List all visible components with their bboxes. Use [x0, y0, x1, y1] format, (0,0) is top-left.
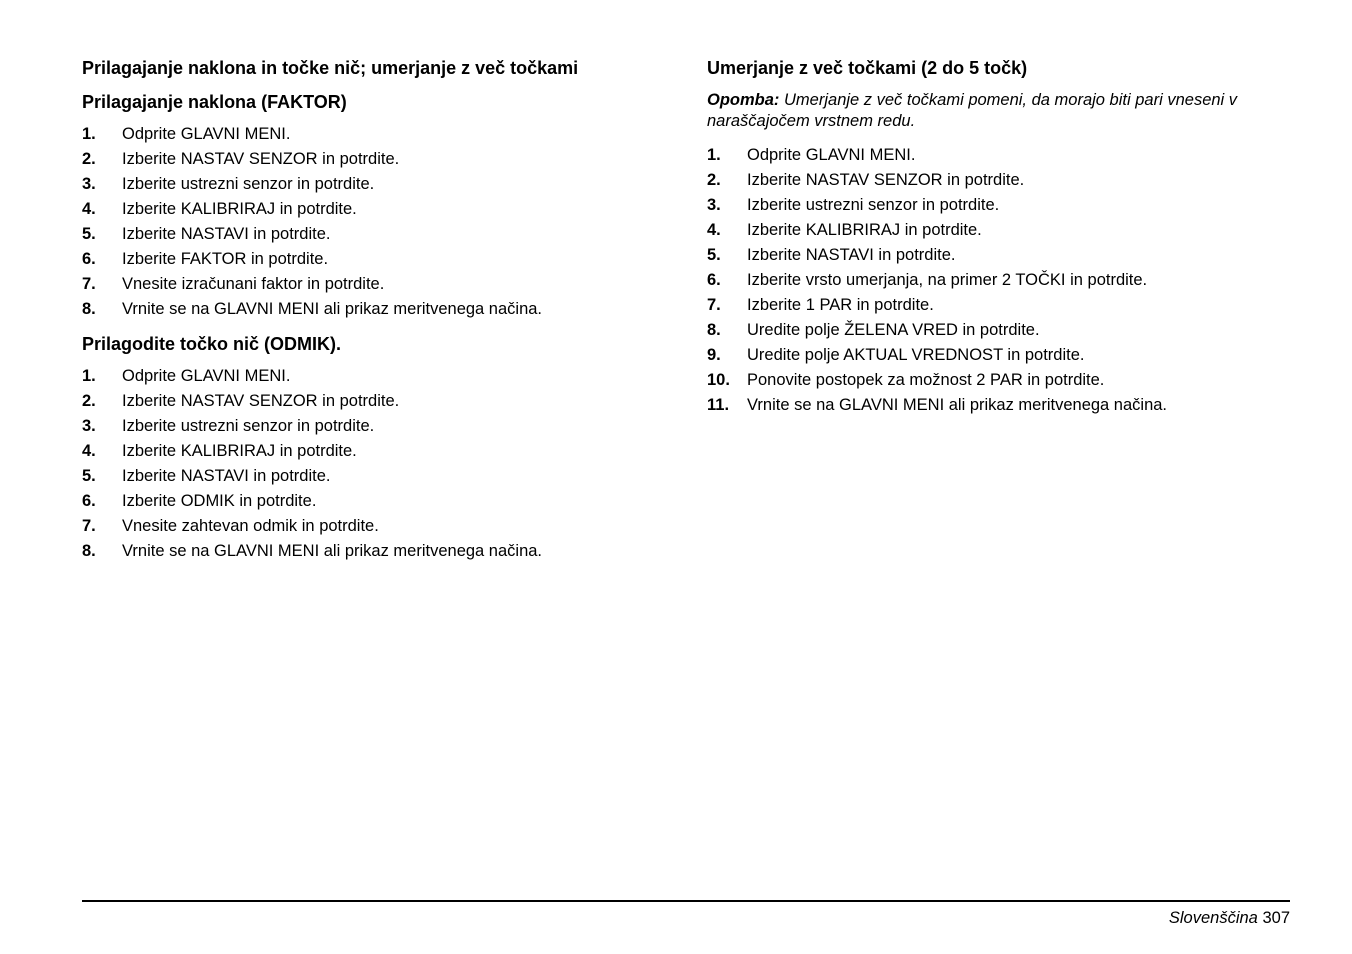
step-text: Vrnite se na GLAVNI MENI ali prikaz meritvenega načina.	[122, 300, 543, 318]
list-item	[707, 218, 1297, 243]
steps-list-offset	[82, 364, 682, 564]
list-item	[707, 268, 1297, 293]
step-number: 2.	[707, 171, 721, 189]
step-text: Odprite GLAVNI MENI.	[122, 125, 291, 143]
list-item	[82, 539, 682, 564]
section-heading-offset: Prilagodite točko nič (ODMIK).	[82, 334, 342, 354]
note-text: Umerjanje z več točkami pomeni, da morajo biti pari vneseni v naraščajočem vrstnem redu.	[707, 91, 1238, 130]
footer-divider	[82, 900, 1290, 902]
step-text: Uredite polje ŽELENA VRED in potrdite.	[747, 321, 1040, 339]
step-number: 1.	[82, 367, 96, 385]
steps-list-factor	[82, 122, 682, 322]
step-text: Vrnite se na GLAVNI MENI ali prikaz meritvenega načina.	[122, 542, 543, 560]
list-item	[82, 197, 682, 222]
step-number: 7.	[82, 275, 96, 293]
step-number: 11.	[707, 396, 730, 414]
list-item	[707, 168, 1297, 193]
step-text: Izberite ustrezni senzor in potrdite.	[747, 196, 1000, 214]
step-number: 9.	[707, 346, 721, 364]
list-item	[82, 272, 682, 297]
step-text: Izberite KALIBRIRAJ in potrdite.	[747, 221, 982, 239]
step-text: Izberite vrsto umerjanja, na primer 2 TOČKI in potrdite.	[747, 271, 1148, 289]
steps-list-multipoint	[707, 143, 1297, 418]
step-number: 3.	[82, 417, 96, 435]
list-item	[82, 489, 682, 514]
step-number: 8.	[82, 542, 96, 560]
list-item	[707, 193, 1297, 218]
step-text: Izberite NASTAVI in potrdite.	[122, 225, 331, 243]
step-text: Uredite polje AKTUAL VREDNOST in potrdite.	[747, 346, 1085, 364]
list-item	[707, 243, 1297, 268]
step-text: Izberite NASTAVI in potrdite.	[122, 467, 331, 485]
step-text: Odprite GLAVNI MENI.	[747, 146, 916, 164]
list-item	[82, 414, 682, 439]
list-item	[82, 247, 682, 272]
step-number: 1.	[707, 146, 721, 164]
list-item	[707, 368, 1297, 393]
step-number: 3.	[707, 196, 721, 214]
step-text: Izberite ustrezni senzor in potrdite.	[122, 175, 375, 193]
step-number: 2.	[82, 392, 96, 410]
step-number: 8.	[82, 300, 96, 318]
step-text: Vrnite se na GLAVNI MENI ali prikaz meritvenega načina.	[747, 396, 1168, 414]
left-column	[82, 57, 682, 564]
step-text: Izberite NASTAV SENZOR in potrdite.	[122, 392, 400, 410]
list-item	[707, 343, 1297, 368]
step-text: Izberite KALIBRIRAJ in potrdite.	[122, 442, 357, 460]
note	[707, 90, 1297, 132]
list-item	[707, 393, 1297, 418]
step-number: 7.	[707, 296, 721, 314]
footer-language: Slovenščina	[1168, 909, 1258, 927]
step-number: 6.	[82, 492, 96, 510]
page-footer	[1169, 907, 1290, 929]
step-text: Izberite NASTAV SENZOR in potrdite.	[122, 150, 400, 168]
step-number: 5.	[707, 246, 721, 264]
step-number: 4.	[82, 200, 96, 218]
step-number: 5.	[82, 225, 96, 243]
step-text: Izberite NASTAV SENZOR in potrdite.	[747, 171, 1025, 189]
step-text: Izberite KALIBRIRAJ in potrdite.	[122, 200, 357, 218]
section-heading-multipoint: Umerjanje z več točkami (2 do 5 točk)	[707, 58, 1028, 78]
list-item	[707, 293, 1297, 318]
step-text: Izberite NASTAVI in potrdite.	[747, 246, 956, 264]
step-number: 4.	[707, 221, 721, 239]
step-number: 4.	[82, 442, 96, 460]
step-text: Izberite 1 PAR in potrdite.	[747, 296, 934, 314]
step-number: 8.	[707, 321, 721, 339]
list-item	[82, 439, 682, 464]
list-item	[707, 318, 1297, 343]
step-number: 10.	[707, 371, 730, 389]
step-text: Izberite ODMIK in potrdite.	[122, 492, 317, 510]
step-number: 1.	[82, 125, 96, 143]
step-text: Vnesite zahtevan odmik in potrdite.	[122, 517, 379, 535]
step-number: 5.	[82, 467, 96, 485]
right-column	[707, 57, 1297, 418]
step-number: 6.	[82, 250, 96, 268]
list-item	[82, 389, 682, 414]
list-item	[82, 364, 682, 389]
list-item	[82, 172, 682, 197]
main-heading: Prilagajanje naklona in točke nič; umerjanje z več točkami	[82, 58, 579, 78]
list-item	[82, 222, 682, 247]
page-number: 307	[1262, 909, 1290, 927]
list-item	[82, 514, 682, 539]
list-item	[82, 464, 682, 489]
step-number: 3.	[82, 175, 96, 193]
section-heading-factor: Prilagajanje naklona (FAKTOR)	[82, 92, 347, 112]
list-item	[82, 122, 682, 147]
note-label: Opomba:	[707, 91, 780, 109]
step-number: 2.	[82, 150, 96, 168]
list-item	[82, 297, 682, 322]
step-text: Ponovite postopek za možnost 2 PAR in potrdite.	[747, 371, 1105, 389]
step-number: 7.	[82, 517, 96, 535]
step-text: Izberite ustrezni senzor in potrdite.	[122, 417, 375, 435]
step-number: 6.	[707, 271, 721, 289]
step-text: Izberite FAKTOR in potrdite.	[122, 250, 329, 268]
list-item	[82, 147, 682, 172]
step-text: Vnesite izračunani faktor in potrdite.	[122, 275, 385, 293]
step-text: Odprite GLAVNI MENI.	[122, 367, 291, 385]
list-item	[707, 143, 1297, 168]
